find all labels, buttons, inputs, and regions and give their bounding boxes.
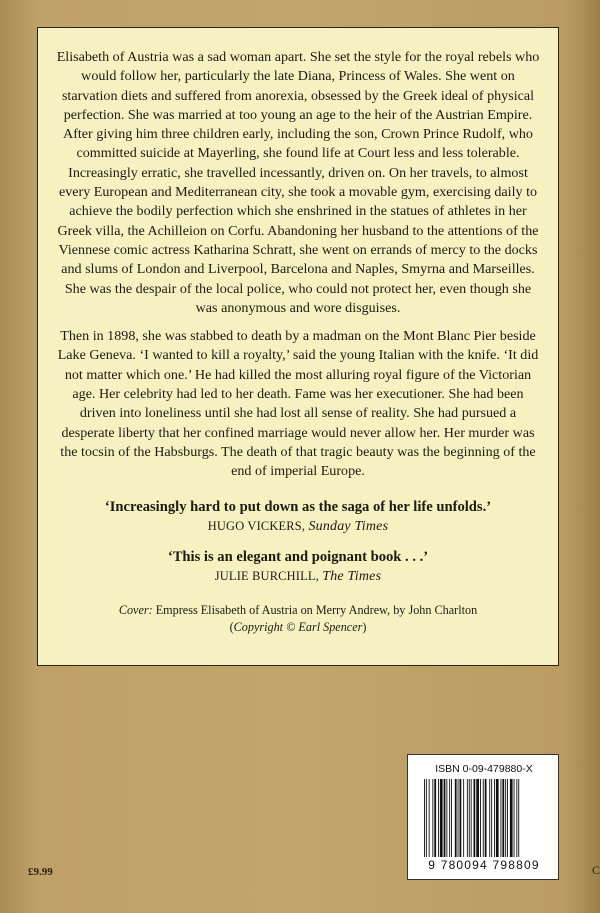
blurb-panel xyxy=(37,27,559,666)
paren-close: ) xyxy=(362,619,367,634)
cover-copyright: Copyright © Earl Spencer xyxy=(233,619,363,634)
blurb-paragraph-2: Then in 1898, she was stabbed to death by a madman on the Mont Blanc Pier beside Lake Geneva. ‘I wanted to kill a royalty,’ said the young Italian with the knife. ‘It did not matter which one.’ He had killed the most alluring royal figure of the Victorian age. Her celebrity had led to her death. Fame was her executioner. She had been driven into loneliness until she had lost all sense of reality. She had pursued a desperate liberty that her confined marriage would never allow her. Her murder was the tocsin of the Habsburgs. The death of that tragic beauty was the beginning of the end of imperial Europe. xyxy=(57,328,539,480)
quote-author: JULIE BURCHILL, xyxy=(214,568,319,583)
quote-source xyxy=(56,568,540,585)
quote-text: ‘This is an elegant and poignant book . . .’ xyxy=(167,548,429,565)
review-quote-2 xyxy=(56,548,540,585)
quote-text: ‘Increasingly hard to put down as the saga of her life unfolds.’ xyxy=(104,498,492,515)
cover-credit xyxy=(56,602,540,636)
edge-mark: C xyxy=(592,863,600,877)
isbn-label: ISBN 0-09-479880-X xyxy=(435,763,533,775)
quote-author: HUGO VICKERS, xyxy=(207,518,306,533)
quote-source xyxy=(56,518,540,535)
barcode-box xyxy=(407,754,559,880)
cover-credit-label: Cover: xyxy=(118,602,153,617)
cover-credit-text: Empress Elisabeth of Austria on Merry Andrew, by John Charlton xyxy=(155,602,478,617)
paren-open: ( xyxy=(229,619,234,634)
blurb-paragraph-1: Elisabeth of Austria was a sad woman apart. She set the style for the royal rebels who would follow her, particularly the late Diana, Princess of Wales. She went on starvation diets and suffered from anorexia, obsessed by the Greek ideal of physical perfection. She was married at too young an age to the heir of the Austrian Empire. After giving him three children early, including the son, Crown Prince Rudolf, who committed suicide at Mayerling, she found life at Court less and less tolerable. Increasingly erratic, she travelled incessantly, driven on. On her travels, to almost every European and Mediterranean city, she took a movable gym, exercising daily to achieve the bodily perfection which she enshrined in the statues of athletes in her Greek villa, the Achilleion on Corfu. Abandoning her husband to the attentions of the Viennese comic actress Katharina Schratt, she went on errands of mercy to the docks and slums of London and Liverpool, Barcelona and Naples, Smyrna and Marseilles. She was the despair of the local police, who could not protect her, even though she was anonymous and wore disguises. xyxy=(56,49,540,316)
price-label: £9.99 xyxy=(28,866,53,878)
quote-publication: The Times xyxy=(322,568,382,584)
cover-credit-line-2 xyxy=(56,619,540,636)
cover-credit-line-1 xyxy=(56,602,540,619)
barcode-digits: 9 780094 798809 xyxy=(428,858,540,872)
barcode-icon xyxy=(422,779,552,857)
review-quote-1 xyxy=(56,498,540,535)
quote-publication: Sunday Times xyxy=(308,518,389,534)
